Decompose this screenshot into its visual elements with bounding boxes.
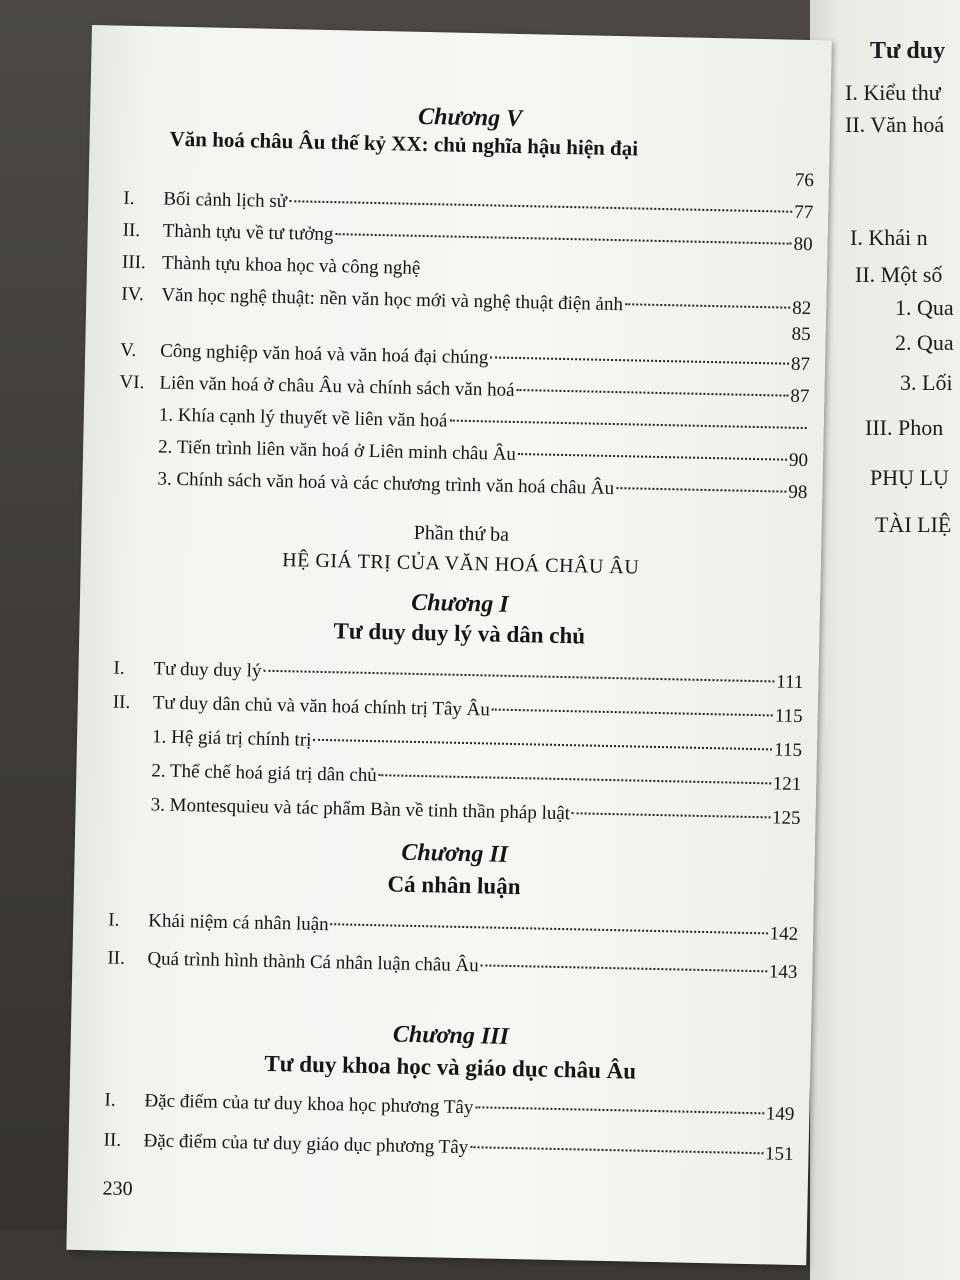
toc-row <box>107 948 797 990</box>
facing-page <box>810 0 960 1280</box>
facing-line: I. Khái n <box>850 225 928 250</box>
toc-page <box>66 25 831 1265</box>
toc-number: I. <box>113 657 125 679</box>
toc-page-number: 85 <box>791 323 811 346</box>
toc-number: II. <box>122 219 141 242</box>
toc-number: V. <box>119 339 137 361</box>
facing-line: 1. Qua <box>895 295 954 320</box>
chapter-iii-title: Tư duy khoa học và giáo dục châu Âu <box>264 1050 637 1084</box>
part-three-title: HỆ GIÁ TRỊ CỦA VĂN HOÁ CHÂU ÂU <box>282 549 640 579</box>
toc-number: II. <box>107 947 126 969</box>
toc-page-number: 82 <box>792 297 812 320</box>
toc-entry: Bối cảnh lịch sử <box>163 188 288 213</box>
page-number: 230 <box>102 1177 133 1201</box>
chapter-i-label: Chương I <box>411 589 509 618</box>
toc-entry: Tư duy dân chủ và văn hoá chính trị Tây Âu <box>152 692 491 721</box>
toc-number <box>111 810 151 811</box>
toc-page-number: 151 <box>764 1143 794 1165</box>
toc-number <box>118 452 158 453</box>
toc-entry: 1. Hệ giá trị chính trị <box>151 726 312 751</box>
toc-entry: Công nghiệp văn hoá và văn hoá đại chúng <box>159 340 489 369</box>
toc-number: II. <box>103 1129 122 1151</box>
facing-line: Tư duy <box>870 38 946 64</box>
toc-row <box>103 1129 793 1171</box>
facing-line: TÀI LIỆ <box>875 512 952 537</box>
toc-page-number: 115 <box>774 705 803 728</box>
part-three-label: Phần thứ ba <box>413 521 510 546</box>
chapter-ii-label: Chương II <box>401 839 509 868</box>
toc-entry: Thành tựu về tư tưởng <box>162 220 334 246</box>
toc-number: I. <box>108 909 120 931</box>
toc-number <box>117 484 157 485</box>
toc-row <box>110 794 800 836</box>
facing-line: 2. Qua <box>895 330 954 355</box>
facing-line: III. Phon <box>865 415 944 440</box>
toc-page-number: 98 <box>788 481 808 504</box>
toc-number: IV. <box>121 283 144 306</box>
toc-number: I. <box>104 1089 116 1111</box>
toc-page-number: 80 <box>793 233 813 256</box>
toc-entry: Tư duy duy lý <box>153 658 262 682</box>
toc-entry: Khái niệm cá nhân luận <box>148 910 329 936</box>
toc-entry: Quá trình hình thành Cá nhân luận châu Âu <box>147 948 479 977</box>
toc-page-number: 90 <box>788 449 809 472</box>
toc-page-number: 115 <box>773 739 803 762</box>
toc-entry: Liên văn hoá ở châu Âu và chính sách văn hoá <box>159 372 515 401</box>
chapter-i-title: Tư duy duy lý và dân chủ <box>333 618 586 649</box>
toc-number <box>119 420 159 421</box>
toc-entry: 3. Chính sách văn hoá và các chương trình văn hoá châu Âu <box>157 468 615 500</box>
toc-number <box>112 742 152 743</box>
toc-page-number: 87 <box>790 353 811 376</box>
toc-page-number: 142 <box>769 923 799 945</box>
toc-entry: Văn học nghệ thuật: nền văn học mới và nghệ thuật điện ảnh <box>161 284 624 316</box>
toc-number: VI. <box>119 371 145 394</box>
toc-number <box>111 776 151 777</box>
toc-number: III. <box>121 251 146 274</box>
toc-page-number: 149 <box>765 1103 795 1125</box>
toc-entry: 3. Montesquieu và tác phẩm Bàn về tinh thần pháp luật <box>150 794 571 825</box>
chapter-v-title-page: 76 <box>794 169 815 192</box>
facing-line: II. Văn hoá <box>845 112 945 137</box>
toc-entry: 1. Khía cạnh lý thuyết về liên văn hoá <box>158 404 448 432</box>
toc-page-number: 77 <box>794 201 814 224</box>
toc-page-number: 87 <box>790 385 810 408</box>
toc-number: I. <box>123 187 135 209</box>
toc-page-number: 125 <box>771 807 801 830</box>
toc-entry: Đặc điểm của tư duy khoa học phương Tây <box>144 1090 474 1119</box>
facing-line: 3. Lối <box>900 370 953 395</box>
toc-row <box>104 1089 794 1131</box>
toc-page-number: 111 <box>776 671 804 694</box>
facing-line: PHỤ LỤ <box>870 465 949 490</box>
toc-page-number: 121 <box>772 773 802 796</box>
toc-entry: 2. Thể chế hoá giá trị dân chủ <box>151 760 378 787</box>
toc-number: II. <box>112 691 131 713</box>
toc-entry: Đặc điểm của tư duy giáo dục phương Tây <box>143 1130 469 1159</box>
chapter-v-label: Chương V <box>417 103 523 133</box>
facing-line: I. Kiểu thư <box>845 80 941 105</box>
chapter-iii-label: Chương III <box>392 1021 510 1050</box>
toc-page-number: 143 <box>768 961 798 983</box>
toc-entry: 2. Tiến trình liên văn hoá ở Liên minh châu Âu <box>157 436 517 465</box>
chapter-v-title: Văn hoá châu Âu thế kỷ XX: chủ nghĩa hậu hiện đại <box>169 126 639 161</box>
toc-row <box>108 910 798 952</box>
facing-line: II. Một số <box>855 262 943 287</box>
toc-entry: Thành tựu khoa học và công nghệ <box>161 252 421 279</box>
chapter-ii-title: Cá nhân luận <box>387 871 521 900</box>
